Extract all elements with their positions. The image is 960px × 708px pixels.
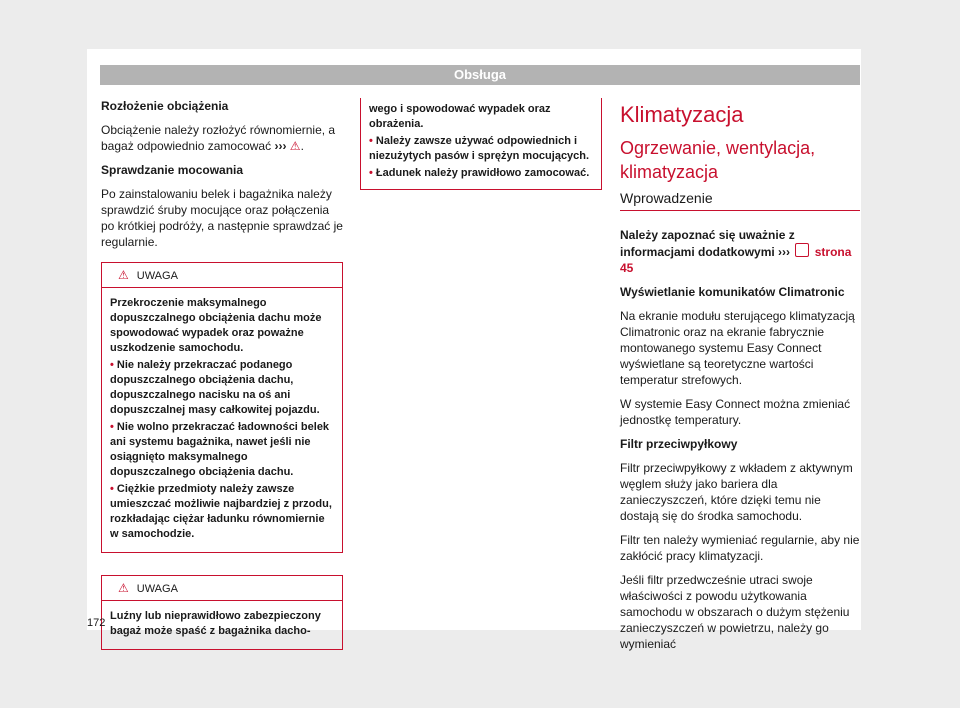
warning-box-2: [101, 575, 343, 650]
column-left: [101, 98, 343, 650]
warning-intro-1: Przekroczenie maksymalnego dopuszczalnego obciążenia dachu może spowodować wypadek oraz poważne uszkodzenie samochodu.: [110, 297, 322, 354]
subsection-title: Wprowadzenie: [620, 190, 860, 211]
warning-item: • Nie należy przekraczać podanego dopuszczalnego obciążenia dachu, dopuszczalnego nacisku na oś ani dopuszczalnej masy całkowitej pojazdu.: [110, 359, 320, 416]
column-middle: [360, 98, 602, 190]
paragraph-load: Obciążenie należy rozłożyć równomiernie, a bagaż odpowiednio zamocować ››› ⚠.: [101, 123, 336, 153]
paragraph-display: Na ekranie modułu sterującego klimatyzacją Climatronic oraz na ekranie fabrycznie montowanego systemu Easy Connect wyświetlane są teoretyczne wartości temperatur strefowych.: [620, 309, 855, 387]
heading-filter: Filtr przeciwpyłkowy: [620, 437, 738, 451]
paragraph-unit: W systemie Easy Connect można zmieniać jednostkę temperatury.: [620, 397, 851, 427]
section-title: Ogrzewanie, wentylacja, klimatyzacja: [620, 138, 816, 182]
page-link[interactable]: strona 45: [620, 245, 852, 275]
warning-icon: ⚠: [289, 139, 301, 153]
page-number: 172: [87, 617, 106, 629]
warning-continued-intro: wego i spowodować wypadek oraz obrażenia.: [369, 103, 551, 130]
paragraph-filter-1: Filtr przeciwpyłkowy z wkładem z aktywnym węglem służy jako bariera dla zanieczyszczeń, które dzięki temu nie dostają się do środka samochodu.: [620, 461, 853, 523]
heading-check: Sprawdzanie mocowania: [101, 163, 244, 177]
warning-intro-2: Luźny lub nieprawidłowo zabezpieczony bagaż może spaść z bagażnika dacho-: [110, 610, 321, 637]
warning-icon: ⚠: [118, 268, 129, 282]
warning-item: • Nie wolno przekraczać ładowności belek ani systemu bagażnika, nawet jeśli nie osiągnięto maksymalnego dopuszczalnego obciążenia dachu.: [110, 421, 330, 478]
column-right: [620, 98, 860, 660]
warning-item: • Ładunek należy prawidłowo zamocować.: [369, 167, 590, 179]
warning-item: • Należy zawsze używać odpowiednich i niezużytych pasów i sprężyn mocujących.: [369, 135, 590, 162]
paragraph-check: Po zainstalowaniu belek i bagażnika należy sprawdzić śruby mocujące oraz połączenia po krótkiej podróży, a następnie sprawdzać je regularnie.: [101, 187, 343, 249]
chapter-title: Klimatyzacja: [620, 102, 744, 127]
warning-title-1: ⚠ UWAGA: [102, 263, 342, 288]
paragraph-note: Należy zapoznać się uważnie z informacjami dodatkowymi ››› strona 45: [620, 228, 852, 275]
warning-item: • Ciężkie przedmioty należy zawsze umieszczać możliwie najbardziej z przodu, rozkładając ciężar ładunku równomiernie w samochodzie.: [110, 483, 332, 540]
heading-display: Wyświetlanie komunikatów Climatronic: [620, 285, 845, 299]
warning-icon: ⚠: [118, 581, 129, 595]
paragraph-filter-3: Jeśli filtr przedwcześnie utraci swoje właściwości z powodu użytkowania samochodu w obszarach o dużym stężeniu zanieczyszczeń w powietrzu, należy go wymieniać: [620, 573, 850, 651]
section-header: Obsługa: [100, 65, 860, 85]
heading-load: Rozłożenie obciążenia: [101, 99, 229, 113]
warning-box-1: [101, 262, 343, 553]
warning-box-continued: [360, 98, 602, 190]
warning-title-2: ⚠ UWAGA: [102, 576, 342, 601]
paragraph-filter-2: Filtr ten należy wymieniać regularnie, aby nie zakłócić pracy klimatyzacji.: [620, 533, 860, 563]
book-icon: [795, 243, 809, 257]
